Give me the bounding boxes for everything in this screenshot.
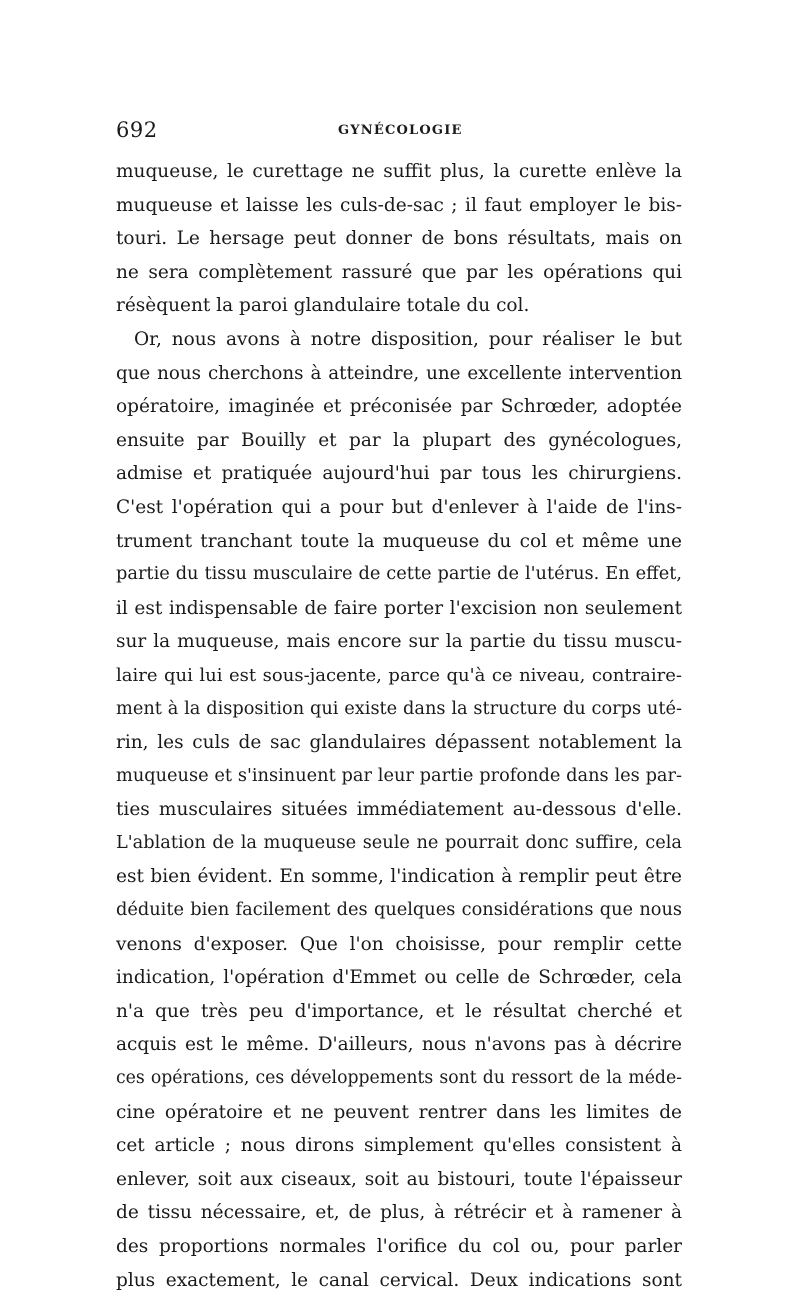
text-line: des proportions normales l'orifice du col ou, pour parler [116,1236,682,1257]
body-text [116,155,682,1297]
text-line: de tissu nécessaire, et, de plus, à rétrécir et à ramener à [116,1202,682,1224]
page-header [116,115,682,145]
text-line: ment à la disposition qui existe dans la structure du corps uté- [116,698,682,719]
text-line: indication, l'opération d'Emmet ou celle de Schrœder, cela [116,967,682,989]
text-line: plus exactement, le canal cervical. Deux indications sont [116,1269,682,1291]
text-line: trument tranchant toute la muqueuse du col et même une [116,530,682,552]
text-line: ne sera complètement rassuré que par les opérations qui [116,261,682,283]
text-line: ensuite par Bouilly et par la plupart des gynécologues, [116,429,682,451]
text-line: laire qui lui est sous-jacente, parce qu'à ce niveau, contraire- [116,664,682,686]
text-line: muqueuse, le curettage ne suffit plus, la curette enlève la [116,161,682,182]
text-line: admise et pratiquée aujourd'hui par tous les chirurgiens. [116,463,682,485]
running-title: GYNÉCOLOGIE [338,123,463,138]
text-line: il est indispensable de faire porter l'excision non seulement [116,597,682,619]
text-line: enlever, soit aux ciseaux, soit au bistouri, toute l'épaisseur [116,1168,682,1190]
text-line: venons d'exposer. Que l'on choisisse, pour remplir cette [116,933,682,955]
text-line: résèquent la paroi glandulaire totale du col. [116,295,530,317]
text-line: déduite bien facilement des quelques considérations que nous [116,900,682,921]
text-line: est bien évident. En somme, l'indication à remplir peut être [116,866,682,888]
text-line: opératoire, imaginée et préconisée par Schrœder, adoptée [116,396,682,418]
text-line: ces opérations, ces développements sont du ressort de la méde- [116,1068,682,1089]
page-number: 692 [116,118,158,142]
text-line: que nous cherchons à atteindre, une excellente intervention [116,362,682,384]
text-line: C'est l'opération qui a pour but d'enlever à l'aide de l'ins- [116,496,682,518]
text-line: muqueuse et laisse les culs-de-sac ; il faut employer le bis- [116,194,682,216]
text-line: Or, nous avons à notre disposition, pour réaliser le but [134,328,682,350]
text-line: touri. Le hersage peut donner de bons résultats, mais on [116,228,682,250]
text-line: cine opératoire et ne peuvent rentrer dans les limites de [116,1101,682,1123]
text-line: acquis est le même. D'ailleurs, nous n'avons pas à décrire [116,1034,682,1056]
text-line: rin, les culs de sac glandulaires dépassent notablement la [116,732,682,754]
text-line: muqueuse et s'insinuent par leur partie profonde dans les par- [116,765,682,786]
text-line: ties musculaires situées immédiatement au-dessous d'elle. [116,799,682,821]
text-line: n'a que très peu d'importance, et le résultat cherché et [116,1000,682,1022]
text-line: cet article ; nous dirons simplement qu'elles consistent à [116,1135,682,1157]
text-line: L'ablation de la muqueuse seule ne pourrait donc suffire, cela [116,832,682,853]
text-line: sur la muqueuse, mais encore sur la partie du tissu muscu- [116,631,682,653]
text-line: partie du tissu musculaire de cette partie de l'utérus. En effet, [116,564,682,585]
